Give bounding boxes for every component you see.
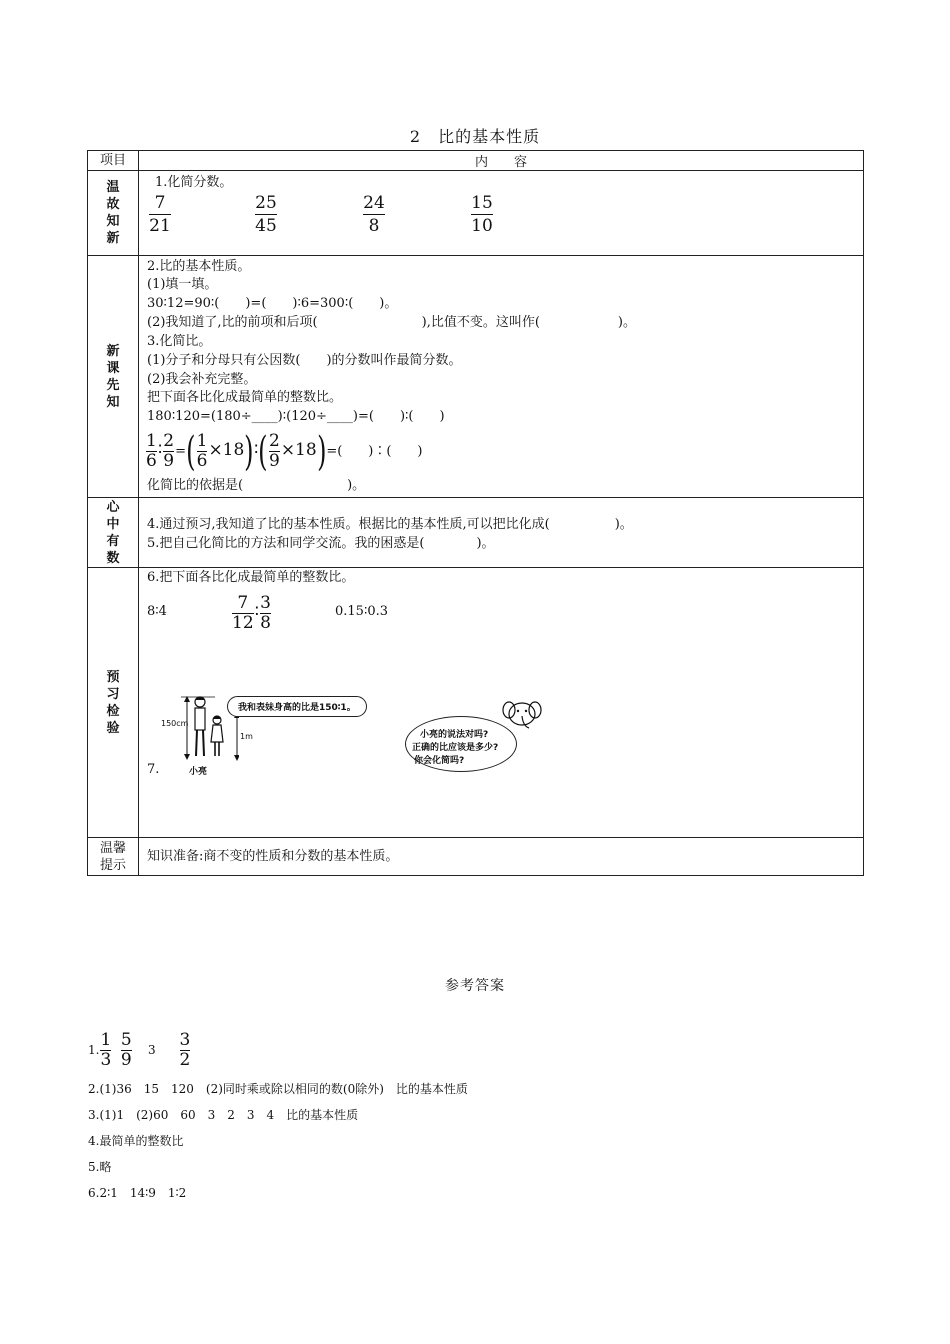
- section-review-label: 温故知新: [106, 180, 120, 246]
- thought-bubble: 小亮的说法对吗? 正确的比应该是多少? 你会化简吗?: [405, 716, 517, 772]
- line-fraction-ratio: $\frac{1}{6}$ ∶ $\frac{2}{9}$ =( $\frac{1}{6}$ ×18)∶( $\frac{2}{9}$ ×18)=( )∶( ): [146, 428, 423, 475]
- tips-text: 知识准备:商不变的性质和分数的基本性质。: [147, 849, 399, 864]
- answer-2: 2.(1)36 15 120 (2)同时乘或除以相同的数(0除外) 比的基本性质: [88, 1082, 468, 1096]
- xiaoliang-name: 小亮: [189, 767, 208, 777]
- fraction-24-8: 24 8: [363, 193, 385, 236]
- section-tips-content: [139, 838, 864, 876]
- line-complete: (2)我会补充完整。: [147, 372, 257, 387]
- q1-text: 1.化简分数。: [155, 175, 233, 190]
- section-mind-row: [88, 498, 864, 568]
- fraction-25-45: 25 45: [255, 193, 277, 236]
- answer-1: 1. $\frac{1}{3}$ $\frac{5}{9}$ 3 $\frac{3}{2}$: [88, 1030, 191, 1070]
- line-3-title: 3.化简比。: [147, 334, 212, 349]
- answers-title: 参考答案: [445, 978, 505, 994]
- section-tips-row: [88, 838, 864, 876]
- line-2-title: 2.比的基本性质。: [147, 259, 251, 274]
- height-1m-label: 1m: [240, 732, 253, 741]
- ratio-015-03: 0.15∶0.3: [335, 604, 389, 619]
- line-instruction: 把下面各比化成最简单的整数比。: [147, 390, 343, 405]
- section-new-lesson-row: [88, 256, 864, 498]
- table-header-row: [88, 151, 864, 171]
- ratio-7-12-3-8: $\frac{7}{12}$ ∶ $\frac{3}{8}$: [232, 593, 271, 633]
- line-5: 5.把自己化简比的方法和同学交流。我的困惑是( )。: [147, 536, 495, 551]
- header-item-label: 项目: [88, 151, 139, 171]
- worksheet-table: [87, 150, 864, 876]
- section-check-content: [139, 568, 864, 838]
- answer-6: 6.2∶1 14∶9 1∶2: [88, 1186, 187, 1200]
- section-check-label: 预习检验: [106, 669, 120, 736]
- section-new-lesson-content: [139, 256, 864, 498]
- q7-number: 7.: [147, 762, 160, 777]
- answer-5: 5.略: [88, 1160, 112, 1174]
- fraction-7-21: 7 21: [149, 193, 171, 236]
- section-review-row: [88, 171, 864, 256]
- section-review-content: [139, 171, 864, 256]
- answer-3: 3.(1)1 (2)60 60 3 2 3 4 比的基本性质: [88, 1108, 359, 1122]
- line-ratio-chain: 30∶12=90∶( )=( )∶6=300∶( )。: [147, 296, 398, 311]
- line-simplest-fraction: (1)分子和分母只有公因数( )的分数叫作最简分数。: [147, 353, 462, 368]
- line-fill-in: (1)填一填。: [147, 277, 218, 292]
- elephant-icon: [501, 696, 543, 732]
- height-150cm-label: 150cm: [161, 719, 189, 728]
- speech-bubble-xiaoliang: 我和表妹身高的比是150∶1。: [227, 696, 367, 717]
- section-tips-label: 温馨提示: [99, 840, 126, 873]
- line-basis: 化简比的依据是( )。: [147, 478, 366, 493]
- line-180-120: 180∶120=(180÷____)∶(120÷____)=( )∶( ): [147, 409, 445, 424]
- worksheet-title: 2 比的基本性质: [409, 127, 541, 146]
- ratio-8-4: 8∶4: [147, 604, 167, 619]
- section-check-row: [88, 568, 864, 838]
- section-new-lesson-label: 新课先知: [106, 343, 120, 410]
- line-property: (2)我知道了,比的前项和后项( ),比值不变。这叫作( )。: [147, 315, 636, 330]
- section-mind-label: 心中有数: [106, 499, 120, 566]
- answer-4: 4.最简单的整数比: [88, 1134, 184, 1148]
- section-mind-content: [139, 498, 864, 568]
- header-content-label: 内 容: [139, 151, 864, 171]
- fraction-15-10: 15 10: [471, 193, 493, 236]
- line-4: 4.通过预习,我知道了比的基本性质。根据比的基本性质,可以把比化成( )。: [147, 517, 633, 532]
- line-6: 6.把下面各比化成最简单的整数比。: [147, 570, 355, 585]
